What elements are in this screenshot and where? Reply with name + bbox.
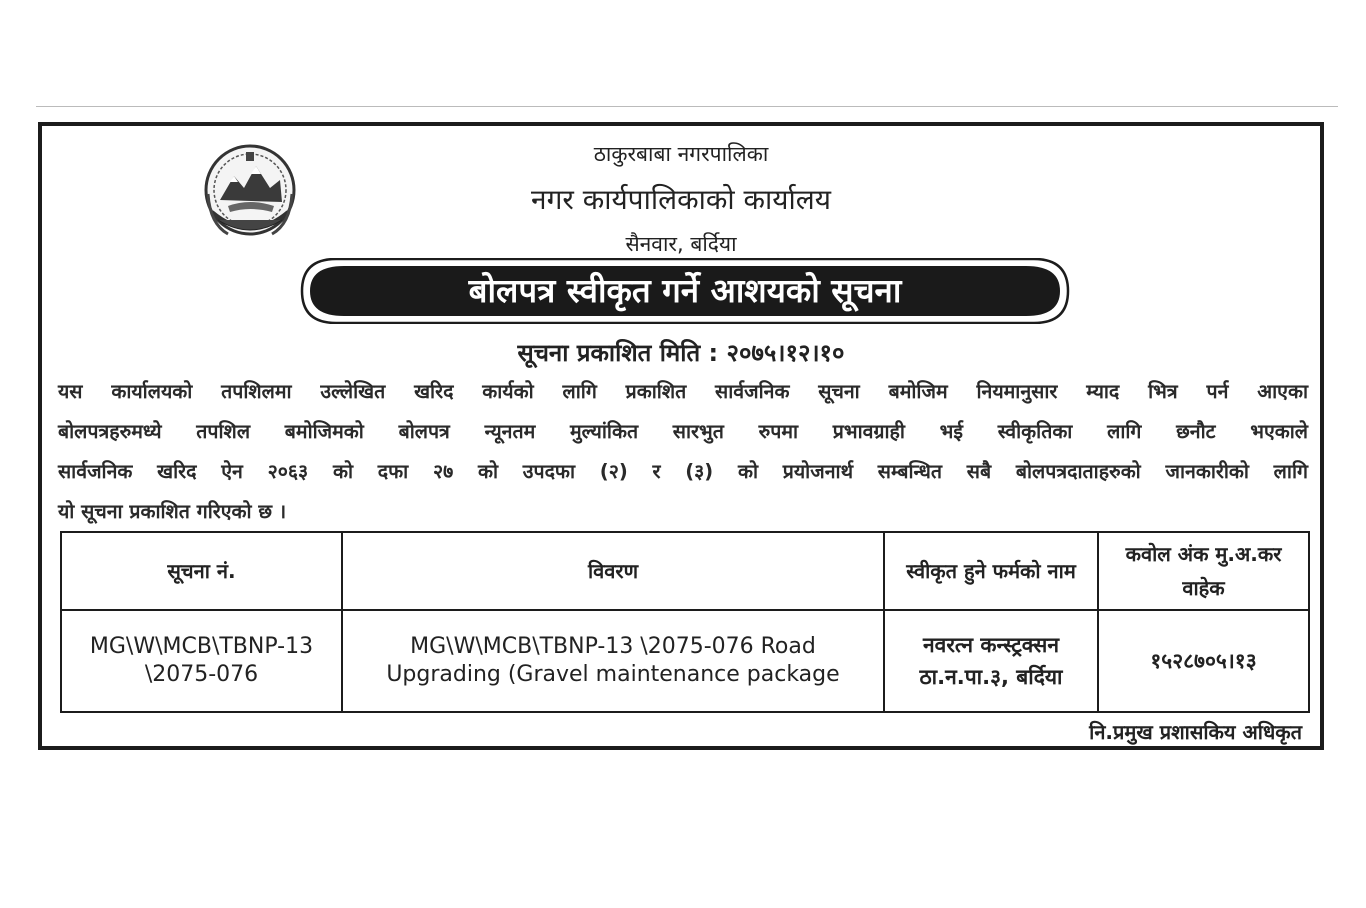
body-line: सार्वजनिक खरिद ऐन २०६३ को दफा २७ को उपदफा (२) र (३) को प्रयोजनार्थ सम्बन्धित सबै बोलपत्रदाताहरुको जानकारीको लागि bbox=[58, 460, 1308, 483]
body-line: यो सूचना प्रकाशित गरिएको छ । bbox=[58, 500, 287, 523]
office-location: सैनवार, बर्दिया bbox=[625, 232, 737, 256]
signatory: नि.प्रमुख प्रशासकिय अधिकृत bbox=[1089, 720, 1302, 744]
cell-notice-no: MG\W\MCB\TBNP-13 \2075-076 bbox=[61, 610, 342, 712]
header-firm-name: स्वीकृत हुने फर्मको नाम bbox=[884, 532, 1098, 610]
body-line: यस कार्यालयको तपशिलमा उल्लेखित खरिद कार्यको लागि प्रकाशित सार्वजनिक सूचना बमोजिम नियमानुसार म्याद भित्र पर्न आएका bbox=[58, 380, 1308, 403]
org-name: ठाकुरबाबा नगरपालिका bbox=[593, 142, 769, 166]
header-bid-amount: कवोल अंक मु.अ.कर वाहेक bbox=[1098, 532, 1309, 610]
cell-amount: १५२८७०५।१३ bbox=[1098, 610, 1309, 712]
title-banner bbox=[300, 258, 1070, 324]
cell-description: MG\W\MCB\TBNP-13 \2075-076 Road Upgrading (Gravel maintenance package bbox=[342, 610, 884, 712]
table-row bbox=[61, 610, 1309, 712]
notice-frame bbox=[38, 122, 1324, 750]
office-name: नगर कार्यपालिकाको कार्यालय bbox=[531, 183, 831, 216]
header-notice-no: सूचना नं. bbox=[61, 532, 342, 610]
cell-firm: नवरत्न कन्स्ट्रक्सन ठा.न.पा.३, बर्दिया bbox=[884, 610, 1098, 712]
published-date: सूचना प्रकाशित मिति : २०७५।१२।१० bbox=[517, 339, 845, 367]
tender-table bbox=[60, 531, 1310, 713]
notice-title: बोलपत्र स्वीकृत गर्ने आशयको सूचना bbox=[468, 271, 902, 310]
top-rule bbox=[36, 106, 1338, 107]
table-header-row bbox=[61, 532, 1309, 610]
notice-body bbox=[58, 372, 1308, 532]
body-line: बोलपत्रहरुमध्ये तपशिल बमोजिमको बोलपत्र न्यूनतम मुल्यांकित सारभुत रुपमा प्रभावग्राही भई स्वीकृतिका लागि छनौट भएकाले bbox=[58, 420, 1308, 443]
header-description: विवरण bbox=[342, 532, 884, 610]
